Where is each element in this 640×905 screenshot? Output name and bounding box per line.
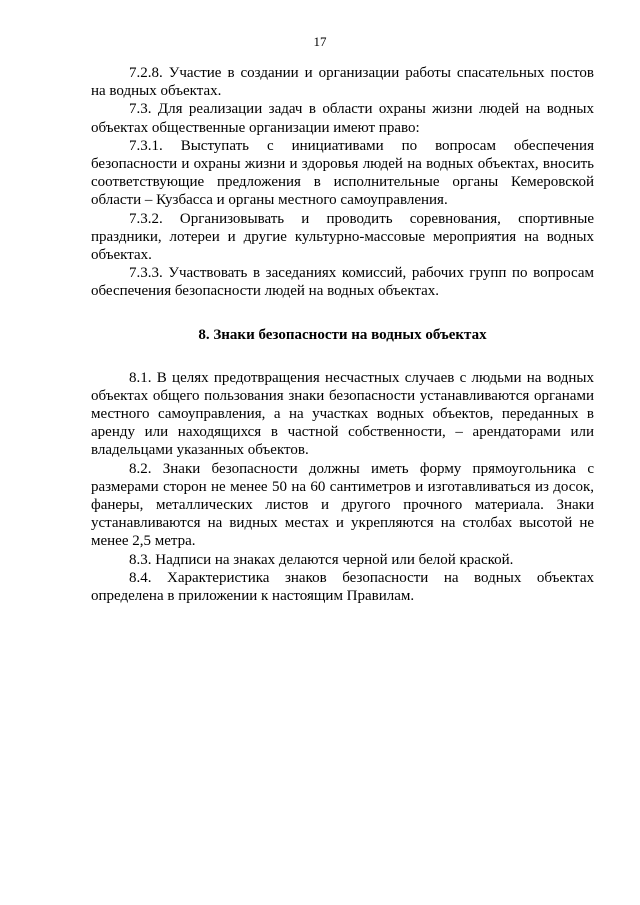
paragraph-7-2-8: 7.2.8. Участие в создании и организации работы спасательных постов на водных объектах. [91, 65, 594, 100]
paragraph-7-3-2: 7.3.2. Организовывать и проводить соревнования, спортивные праздники, лотереи и другие культурно-массовые мероприятия на водных объектах. [91, 210, 594, 264]
paragraph-7-3-1: 7.3.1. Выступать с инициативами по вопросам обеспечения безопасности и охраны жизни и здоровья людей на водных объектах, вносить соответствующие предложения в исполнительные органы Кемеровской области – Кузбасса и органы местного самоуправления. [91, 137, 594, 209]
paragraph-7-3-3: 7.3.3. Участвовать в заседаниях комиссий, рабочих групп по вопросам обеспечения безопасности людей на водных объектах. [91, 265, 594, 300]
paragraph-8-4: 8.4. Характеристика знаков безопасности на водных объектах определена в приложении к настоящим Правилам. [91, 569, 594, 605]
paragraph-8-1: 8.1. В целях предотвращения несчастных случаев с людьми на водных объектах общего пользования знаки безопасности устанавливаются органами местного самоуправления, а на участках водных объектов, переданных в аренду или находящихся в частной собственности, – арендаторами или владельцами указанных объектов. [91, 369, 594, 459]
page-number: 17 [313, 34, 327, 49]
section-heading: 8. Знаки безопасности на водных объектах [198, 326, 487, 343]
document-body [91, 64, 594, 605]
paragraph-8-3: 8.3. Надписи на знаках делаются черной или белой краской. [129, 551, 514, 568]
paragraph-8-2: 8.2. Знаки безопасности должны иметь форму прямоугольника с размерами сторон не менее 50 на 60 сантиметров и изготавливаться из досок, фанеры, металлических листов и другого прочного материала. Знаки устанавливаются на видных местах и укрепляются на столбах высотой не менее 2,5 метра. [91, 460, 594, 550]
paragraph-7-3: 7.3. Для реализации задач в области охраны жизни людей на водных объектах общественные организации имеют право: [91, 101, 594, 136]
